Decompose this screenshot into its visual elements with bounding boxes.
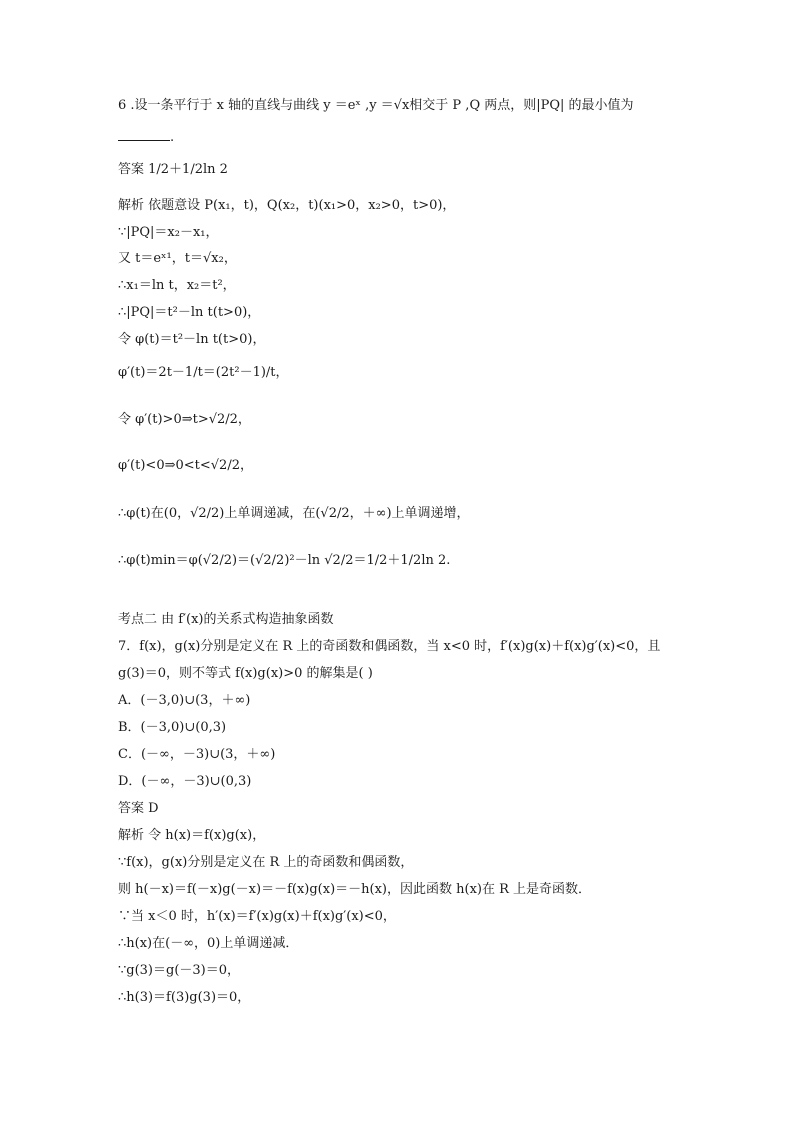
problem7-question-line2: g(3)＝0，则不等式 f(x)g(x)>0 的解集是( ) xyxy=(118,666,373,681)
problem6-step-10: ∴φ(t)在(0，√2/2)上单调递减，在(√2/2，＋∞)上单调递增， xyxy=(118,506,470,521)
problem6-step-9: φ′(t)<0⇒0<t<√2/2， xyxy=(118,458,253,473)
problem6-step-4: ∴x₁＝ln t，x₂＝t²， xyxy=(118,278,236,293)
problem6-step-6: 令 φ(t)＝t²－ln t(t>0)， xyxy=(118,332,266,347)
problem7-step-4: ∵当 x＜0 时，h′(x)＝f′(x)g(x)＋f(x)g′(x)<0， xyxy=(118,909,396,924)
problem7-step-1: 解析 令 h(x)＝f(x)g(x)， xyxy=(118,828,266,843)
problem7-step-3: 则 h(－x)＝f(－x)g(－x)＝－f(x)g(x)＝－h(x)，因此函数 h(x)在 R 上是奇函数． xyxy=(118,882,592,897)
problem6-step-2: ∵|PQ|＝x₂－x₁， xyxy=(118,225,219,240)
problem6-step-11: ∴φ(t)min＝φ(√2/2)＝(√2/2)²－ln √2/2＝1/2＋1/2ln 2. xyxy=(118,553,451,568)
problem7-step-5: ∴h(x)在(－∞，0)上单调递减． xyxy=(118,936,299,951)
problem6-answer: 答案 1/2＋1/2ln 2 xyxy=(118,162,228,177)
problem7-step-6: ∵g(3)＝g(－3)＝0， xyxy=(118,963,241,978)
option-d: D．(－∞，－3)∪(0,3) xyxy=(118,774,252,789)
problem7-question-line1: 7．f(x)，g(x)分别是定义在 R 上的奇函数和偶函数，当 x<0 时，f′(x)g(x)＋f(x)g′(x)<0，且 xyxy=(118,639,661,654)
option-c: C．(－∞，－3)∪(3，＋∞) xyxy=(118,747,276,762)
problem6-step-7: φ′(t)＝2t－1/t＝(2t²－1)/t， xyxy=(118,365,289,380)
section-title: 考点二 由 f′(x)的关系式构造抽象函数 xyxy=(118,612,334,627)
answer-blank xyxy=(118,128,174,146)
problem7-answer: 答案 D xyxy=(118,801,159,816)
problem7-step-7: ∴h(3)＝f(3)g(3)＝0， xyxy=(118,990,251,1005)
problem6-step-1: 解析 依题意设 P(x₁，t)，Q(x₂，t)(x₁>0，x₂>0，t>0)， xyxy=(118,198,456,213)
option-a: A．(－3,0)∪(3，＋∞) xyxy=(118,693,251,708)
blank-period: . xyxy=(170,130,175,145)
problem6-step-5: ∴|PQ|＝t²－ln t(t>0)， xyxy=(118,305,261,320)
problem6-question: 6 .设一条平行于 x 轴的直线与曲线 y ＝eˣ ,y ＝√x相交于 P ,Q 两点，则|PQ| 的最小值为 xyxy=(118,98,634,113)
problem7-step-2: ∵f(x)，g(x)分别是定义在 R 上的奇函数和偶函数， xyxy=(118,855,414,870)
problem6-step-8: 令 φ′(t)>0⇒t>√2/2， xyxy=(118,412,251,427)
blank-underline xyxy=(118,128,170,141)
problem6-step-3: 又 t＝eˣ¹，t＝√x₂， xyxy=(118,251,237,266)
option-b: B．(－3,0)∪(0,3) xyxy=(118,720,227,735)
